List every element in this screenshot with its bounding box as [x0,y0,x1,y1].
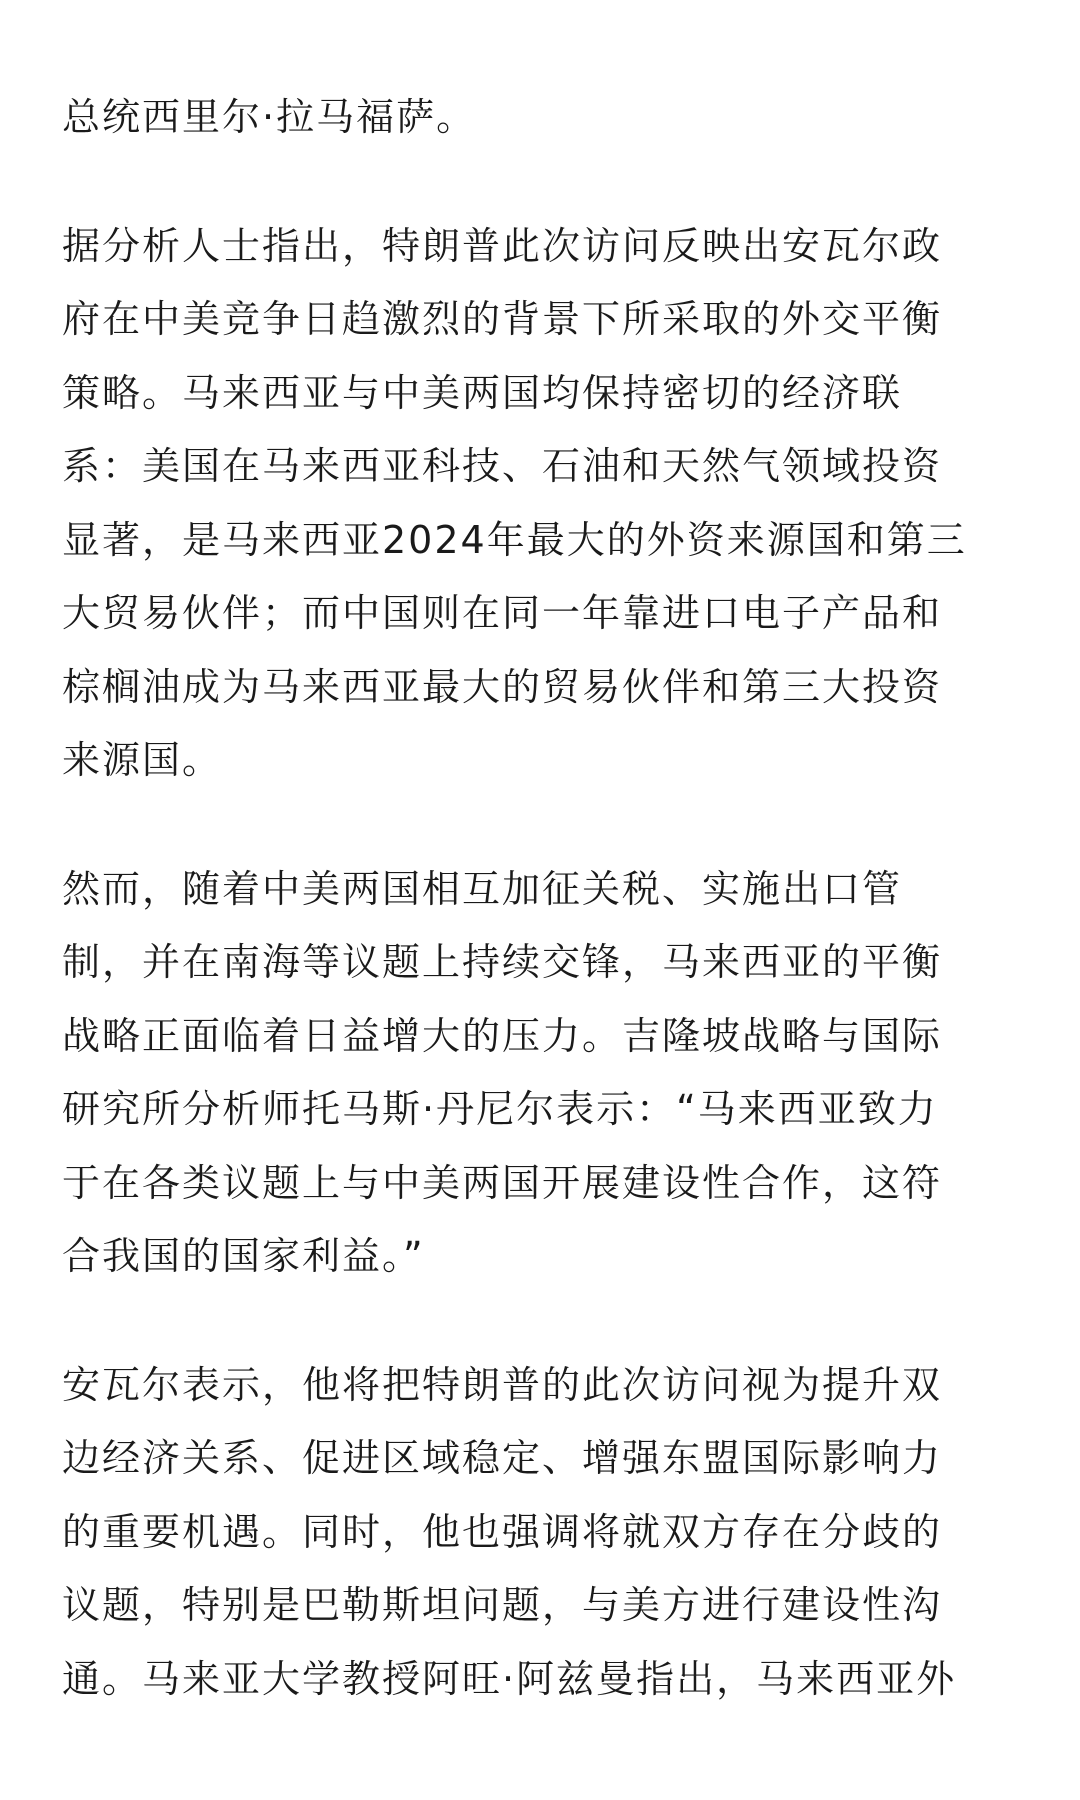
text-line: 总统西里尔·拉马福萨。 [62,95,477,139]
text-line: 合我国的国家利益。” [62,1234,425,1278]
text-line: 议题，特别是巴勒斯坦问题，与美方进行建设性沟 [62,1583,943,1627]
text-line: 棕榈油成为马来西亚最大的贸易伙伴和第三大投资 [62,664,943,709]
text-line: 府在中美竞争日趋激烈的背景下所采取的外交平衡 [62,297,943,341]
article-paragraph [62,1349,1028,1717]
text-line: 于在各类议题上与中美两国开展建设性合作，这符 [62,1160,943,1205]
article-paragraph [62,0,1028,155]
text-line: 安瓦尔表示，他将把特朗普的此次访问视为提升双 [62,1362,943,1407]
text-line: 系：美国在马来西亚科技、石油和天然气领域投资 [62,444,943,488]
text-line: 战略正面临着日益增大的压力。吉隆坡战略与国际 [62,1013,943,1058]
text-line: 显著，是马来西亚2024年最大的外资来源国和第三 [62,517,967,562]
text-line: 来源国。 [62,738,223,782]
article-paragraph [62,853,1028,1294]
text-line: 通。马来亚大学教授阿旺·阿兹曼指出，马来西亚外 [62,1656,957,1701]
text-line: 的重要机遇。同时，他也强调将就双方存在分歧的 [62,1509,943,1554]
text-line: 据分析人士指出，特朗普此次访问反映出安瓦尔政 [62,223,943,268]
article-body [62,0,1028,1716]
text-line: 研究所分析师托马斯·丹尼尔表示：“马来西亚致力 [62,1087,938,1131]
text-line: 制，并在南海等议题上持续交锋，马来西亚的平衡 [62,940,943,984]
article-paragraph [62,210,1028,798]
text-line: 然而，随着中美两国相互加征关税、实施出口管 [62,866,903,911]
text-line: 大贸易伙伴；而中国则在同一年靠进口电子产品和 [62,591,943,635]
text-line: 策略。马来西亚与中美两国均保持密切的经济联 [62,370,903,415]
text-line: 边经济关系、促进区域稳定、增强东盟国际影响力 [62,1436,943,1480]
